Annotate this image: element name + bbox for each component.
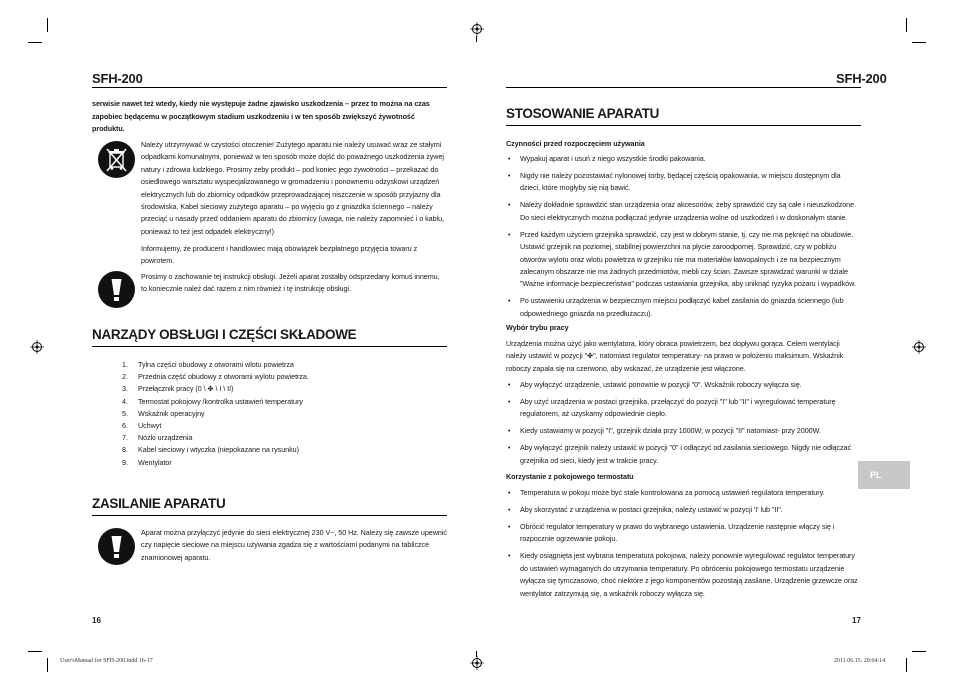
parts-item-text: Tylna części obudowy z otworami wlotu powietrza <box>138 360 294 369</box>
keep-manual-paragraph: Prosimy o zachowanie tej instrukcji obsługi. Jeżeli aparat zostałby odsprzedany komuś innemu, to koniecznie należ dać razem z nim również i tę instrukcję obsługi. <box>141 272 440 294</box>
parts-list-item <box>122 457 442 469</box>
parts-item-number: 7. <box>122 433 128 443</box>
disposal-paragraph: Należy utrzymywać w czystości otoczenie! Zużytego aparatu nie należy usuwać wraz ze stałymi odpadkami komunalnymi, ponieważ w ten sposób może dojść do poważnego uszkodzenia żywej natury i zdrowia ludzkiego. Prosimy zeby produkt – pod koniec jego żywotności – przekazać do osiedlowego warsztatu wyspecjalizowanego w gromadzeniu i ponownemu odzyskowi urządzeń elektrycznych lub do zbiornicy odpadków przeprowadzającej niszczenie w sposób przyjazny dla środowiska. Kabel sieciowy zużytego aparatu – po wyjęciu go z gniazdka ściennego – należy przeciąć u nasady przed oddaniem aparatu do zbiornicy (uwaga, nie należy zapomnieć i o kablu, ponieważ to też jest odpadek elektryczny!) <box>141 140 444 236</box>
power-title-rule <box>92 515 447 516</box>
parts-list-item <box>122 359 442 371</box>
parts-list-item <box>122 383 442 395</box>
crop-mark <box>912 42 926 43</box>
parts-list <box>122 359 442 469</box>
intro-warning-text: serwisie nawet też wtedy, kiedy nie występuje żadne zjawisko uszkodzenia – przez to można na czas zapobiec będącemu w początkowym stadium uszkodzeniu i w ten sposób zwiększyć żywotność produktu. <box>92 99 430 134</box>
crop-mark <box>906 658 907 672</box>
list-item: • Wypakuj aparat i usuń z niego wszystkie środki pakowania. <box>508 153 862 165</box>
registration-mark-icon <box>30 340 44 354</box>
list-item: • Po ustawieniu urządzenia w bezpiecznym miejscu podłączyć kabel zasilania do gniazda ściennego (lub odpowiedniego gniazda na przedłużaczu). <box>508 295 862 320</box>
parts-item-number: 1. <box>122 360 128 369</box>
parts-item-text: Termostat pokojowy /kontrolka ustawień temperatury <box>138 396 303 406</box>
parts-list-item <box>122 408 442 420</box>
parts-item-number: 9. <box>122 457 128 467</box>
usage-section-title: STOSOWANIE APARATU <box>506 106 660 121</box>
usage-title-rule <box>506 125 861 126</box>
parts-item-text: Przednia część obudowy z otworami wylotu powietrza. <box>138 372 309 382</box>
mode-intro-paragraph: Urządzenia można użyć jako wentylatora, który obraca powietrzem, bez dopływu gorąca. Celem wentylacji należy ustawić w pozycji "✤", natomiast regulator temperatury- na prawo w położeniu maksimum. Wskaźnik roboczy zapala się na czerwono, aby wskazać, że urządzenie jest włączone. <box>506 339 844 373</box>
power-section-title: ZASILANIE APARATU <box>92 496 226 511</box>
parts-item-text: Przełącznik pracy (0 \ ✤ \ I \ II) <box>138 384 234 394</box>
page-number-right: 17 <box>852 616 861 625</box>
parts-section-title: NARZĄDY OBSŁUGI I CZĘŚCI SKŁADOWE <box>92 327 357 342</box>
parts-item-number: 6. <box>122 421 128 431</box>
footer-date: 2011.06.15. 20:04:14 <box>834 658 886 664</box>
parts-title-rule <box>92 346 447 347</box>
list-item: • Temperatura w pokoju może być stale kontrolowana za pomocą ustawień regulatora temperatury. <box>508 487 862 499</box>
parts-list-item <box>122 371 442 383</box>
list-item: • Kiedy ustawiamy w pozycji "I", grzejnik działa przy 1000W; w pozycji "II" natomiast- przy 2000W. <box>508 425 862 437</box>
crop-mark <box>47 658 48 672</box>
parts-item-text: Nóżki urządzenia <box>138 433 193 443</box>
parts-item-text: Uchwyt <box>138 421 162 431</box>
exclamation-icon <box>98 528 135 565</box>
crop-mark <box>28 42 42 43</box>
registration-mark-icon <box>470 656 484 670</box>
list-item: • Obrócić regulator temperatury w prawo do wybranego ustawienia. Urządzenie następnie włączy się i rozpocznie ogrzewanie pokoju. <box>508 521 862 546</box>
power-paragraph: Aparat można przyłączyć jedynie do sieci elektrycznej 230 V~, 50 Hz. Należy się zawsze upewnić czy napięcie sieciowe na miejscu używania zgadza się z wartościami podanymi na tabliczce znamionowej aparatu. <box>141 528 447 562</box>
parts-item-number: 4. <box>122 396 128 406</box>
list-item: • Aby wyłączyć urządzenie, ustawić ponownie w pozycji "0". Wskaźnik roboczy wyłącza się. <box>508 379 862 391</box>
crop-mark <box>912 651 926 652</box>
crop-mark <box>906 18 907 32</box>
crop-mark <box>28 651 42 652</box>
list-item: • Należy dokładnie sprawdzić stan urządzenia oraz akcesoriów, żeby sprawdzić czy są całe i nieuszkodzone. Do sieci elektrycznych można podłączać jedynie urządzenia wolne od uszkodzeń i w doskonałym stanie. <box>508 199 862 224</box>
thermostat-list <box>508 487 862 605</box>
parts-list-item <box>122 444 442 456</box>
header-rule-left <box>92 87 447 88</box>
before-use-subtitle: Czynności przed rozpoczęciem używania <box>506 139 645 148</box>
language-tab: PL <box>858 461 910 489</box>
recycle-bin-icon <box>98 141 135 178</box>
thermostat-subtitle: Korzystanie z pokojowego termostatu <box>506 472 634 481</box>
take-back-paragraph: Informujemy, że producent i handlowiec mają obowiązek bezpłatnego przyjęcia towaru z powrotem. <box>141 244 418 266</box>
parts-item-number: 2. <box>122 372 128 382</box>
list-item: • Aby użyć urządzenia w postaci grzejnika, przełączyć do pozycji "I" lub "II" i wyregulować temperaturę regulatorem, aż uzyskamy odpowiednie ciepło. <box>508 396 862 421</box>
list-item: • Nigdy nie należy pozostawiać nylonowej torby, będącej częścią opakowania, w miejscu dostępnym dla dzieci, które mogłyby się nią bawić. <box>508 170 862 195</box>
list-item: • Aby wyłączyć grzejnik należy ustawić w pozycji "0" i odłączyć od zasilania sieciowego. Nigdy nie odłączać grzejnika od sieci, kiedy jest w trakcie pracy. <box>508 442 862 467</box>
header-model-left: SFH-200 <box>92 71 143 86</box>
parts-item-number: 5. <box>122 408 128 418</box>
page-number-left: 16 <box>92 616 101 625</box>
exclamation-icon <box>98 271 135 308</box>
footer-file-name: User'sManual for SFH-200.indd 16-17 <box>60 658 153 664</box>
parts-list-item <box>122 432 442 444</box>
crop-mark <box>47 18 48 32</box>
parts-list-item <box>122 396 442 408</box>
list-item: • Kiedy osiągnięta jest wybrana temperatura pokojowa, należy ponownie wyregulować regulator temperatury do ustawień wymaganych do utrzymania temperatury. Po obróceniu pokojowego termostatu urządzenie wyłącza się tymczasowo, choć niektóre z jego komponentów pozostają zasilane. Urządzenie grzewcze oraz wentylator zatrzymują się, a wskaźnik roboczy wyłącza się. <box>508 550 862 600</box>
fold-mark <box>476 651 477 657</box>
header-rule-right <box>506 87 861 88</box>
header-model-right: SFH-200 <box>836 71 887 86</box>
parts-item-text: Kabel sieciowy i wtyczka (niepokazane na rysunku) <box>138 445 299 455</box>
parts-list-item <box>122 420 442 432</box>
list-item: • Przed każdym użyciem grzejnika sprawdzić, czy jest w dobrym stanie, tj. czy nie ma pęknięć na obudowie. Ustawić grzejnik na poziomej, stabilnej powierzchni na płycie zaroodpornej. Sprawdzić, czy w pobliżu otworów wylotu oraz wlotu powietrza w grzejniku nie ma materiałów łatwopalnych i że na bezpiecznym zalecanym obszarze nie ma żadnych przedmiotów, mebli czy ścian. Zawsze sprawdzać warunki w dziale "Ważne informacje bezpieczeństwa" podczas ustawiania grzejnika, aby uniknąć ryzyka pożaru i wypadków. <box>508 229 862 291</box>
before-use-list <box>508 153 862 325</box>
parts-item-text: Wskaźnik operacyjny <box>138 408 205 418</box>
registration-mark-icon <box>912 340 926 354</box>
mode-list <box>508 379 862 472</box>
parts-item-text: Wentylator <box>138 457 172 467</box>
list-item: • Aby skorzystać z urządzenia w postaci grzejnika, należy ustawić w pozycji 'I' lub "II". <box>508 504 862 516</box>
mode-subtitle: Wybór trybu pracy <box>506 323 569 332</box>
parts-item-number: 3. <box>122 384 128 394</box>
registration-mark-icon <box>470 22 484 36</box>
parts-item-number: 8. <box>122 445 128 455</box>
fold-mark <box>476 36 477 42</box>
